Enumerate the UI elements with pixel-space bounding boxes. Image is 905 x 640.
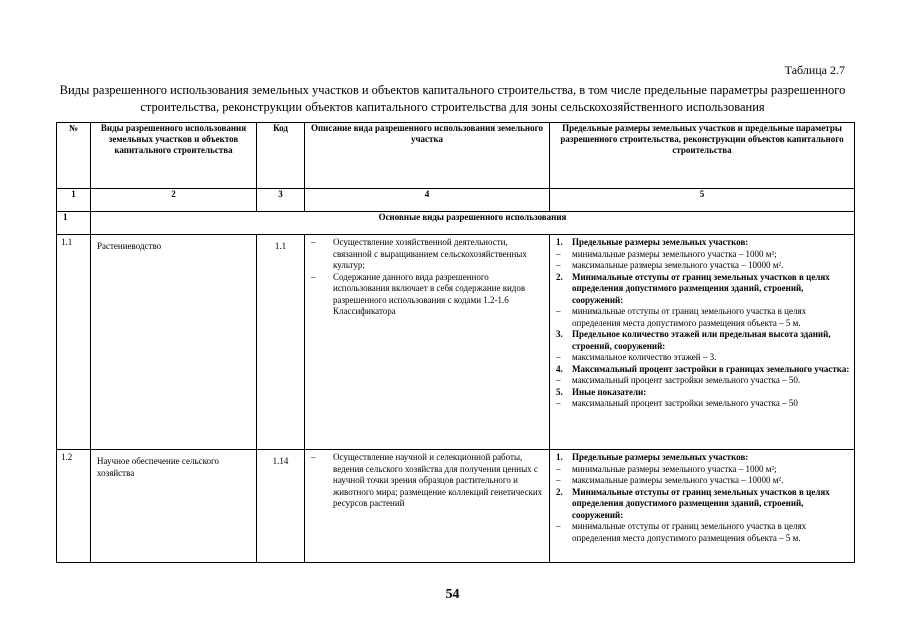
row-number: 1.1 — [57, 235, 91, 450]
section-number: 1 — [57, 212, 91, 235]
header-use-type: Виды разрешенного использования земельных участков и объектов капитального строительства — [91, 123, 257, 189]
description-item: – Осуществление научной и селекционной работы, ведения сельского хозяйства для получения ценных с научной точки зрения образцов растительного и животного мира; размещение коллекций генетических ресурсов растений — [309, 452, 545, 510]
header-code: Код — [257, 123, 305, 189]
table-number: Таблица 2.7 — [784, 63, 845, 77]
column-number: 5 — [550, 189, 855, 212]
limit-heading: 3. Предельное количество этажей или предельная высота зданий, строений, сооружений: — [556, 329, 831, 351]
limit-item: – максимальный процент застройки земельного участка – 50. — [554, 375, 850, 387]
limit-item: – минимальные размеры земельного участка – 1000 м²; — [554, 464, 850, 476]
limit-heading: 1. Предельные размеры земельных участков: — [556, 452, 749, 462]
section-row — [57, 212, 855, 235]
column-number: 4 — [305, 189, 550, 212]
table-header-row — [57, 123, 855, 189]
limit-item: – максимальный процент застройки земельного участка – 50 — [554, 398, 850, 410]
limit-heading: 2. Минимальные отступы от границ земельных участков в целях определения допустимого размещения зданий, строений, сооружений: — [556, 271, 830, 305]
limit-heading: 4. Максимальный процент застройки в границах земельного участка: — [556, 363, 850, 374]
row-number: 1.2 — [57, 450, 91, 563]
limit-item: – минимальные размеры земельного участка – 1000 м²; — [554, 249, 850, 261]
row-description — [305, 450, 550, 563]
header-number: № — [57, 123, 91, 189]
description-item: – Содержание данного вида разрешенного использования включает в себя содержание видов разрешенного использования с кодами 1.2-1.6 Классификатора — [309, 272, 545, 318]
table-row — [57, 450, 855, 563]
column-number: 3 — [257, 189, 305, 212]
limit-heading: 1. Предельные размеры земельных участков: — [556, 237, 749, 247]
land-use-table — [56, 122, 855, 563]
row-description — [305, 235, 550, 450]
section-title: Основные виды разрешенного использования — [91, 212, 855, 235]
row-limits — [550, 235, 855, 450]
limit-item: – максимальные размеры земельного участка – 10000 м². — [554, 475, 850, 487]
table-caption: Виды разрешенного использования земельных участков и объектов капитального строительства, в том числе предельные параметры разрешенного строительства, реконструкции объектов капитального строительства для зоны сельскохозяйственного использования — [59, 83, 846, 114]
description-item: – Осуществление хозяйственной деятельности, связанной с выращиванием сельскохозяйственных культур; — [309, 237, 545, 272]
row-use-type: Научное обеспечение сельского хозяйства — [91, 450, 257, 563]
row-code: 1.1 — [257, 235, 305, 450]
limit-heading: 5. Иные показатели: — [556, 386, 647, 397]
header-limits: Предельные размеры земельных участков и предельные параметры разрешенного строительства, реконструкции объектов капитального строительства — [550, 123, 855, 189]
row-code: 1.14 — [257, 450, 305, 563]
limit-item: – максимальные размеры земельного участка – 10000 м². — [554, 260, 850, 272]
limit-heading: 2. Минимальные отступы от границ земельных участков в целях определения допустимого размещения зданий, строений, сооружений: — [556, 486, 830, 520]
table-row — [57, 235, 855, 450]
row-use-type: Растениеводство — [91, 235, 257, 450]
limit-item: – максимальное количество этажей – 3. — [554, 352, 850, 364]
column-number: 1 — [57, 189, 91, 212]
limit-item: – минимальные отступы от границ земельного участка в целях определения места допустимого размещения объекта – 5 м. — [554, 306, 850, 329]
column-numbers-row — [57, 189, 855, 212]
column-number: 2 — [91, 189, 257, 212]
page-number: 54 — [445, 587, 460, 602]
limit-item: – минимальные отступы от границ земельного участка в целях определения места допустимого размещения объекта – 5 м. — [554, 521, 850, 544]
row-limits — [550, 450, 855, 563]
header-description: Описание вида разрешенного использования земельного участка — [305, 123, 550, 189]
